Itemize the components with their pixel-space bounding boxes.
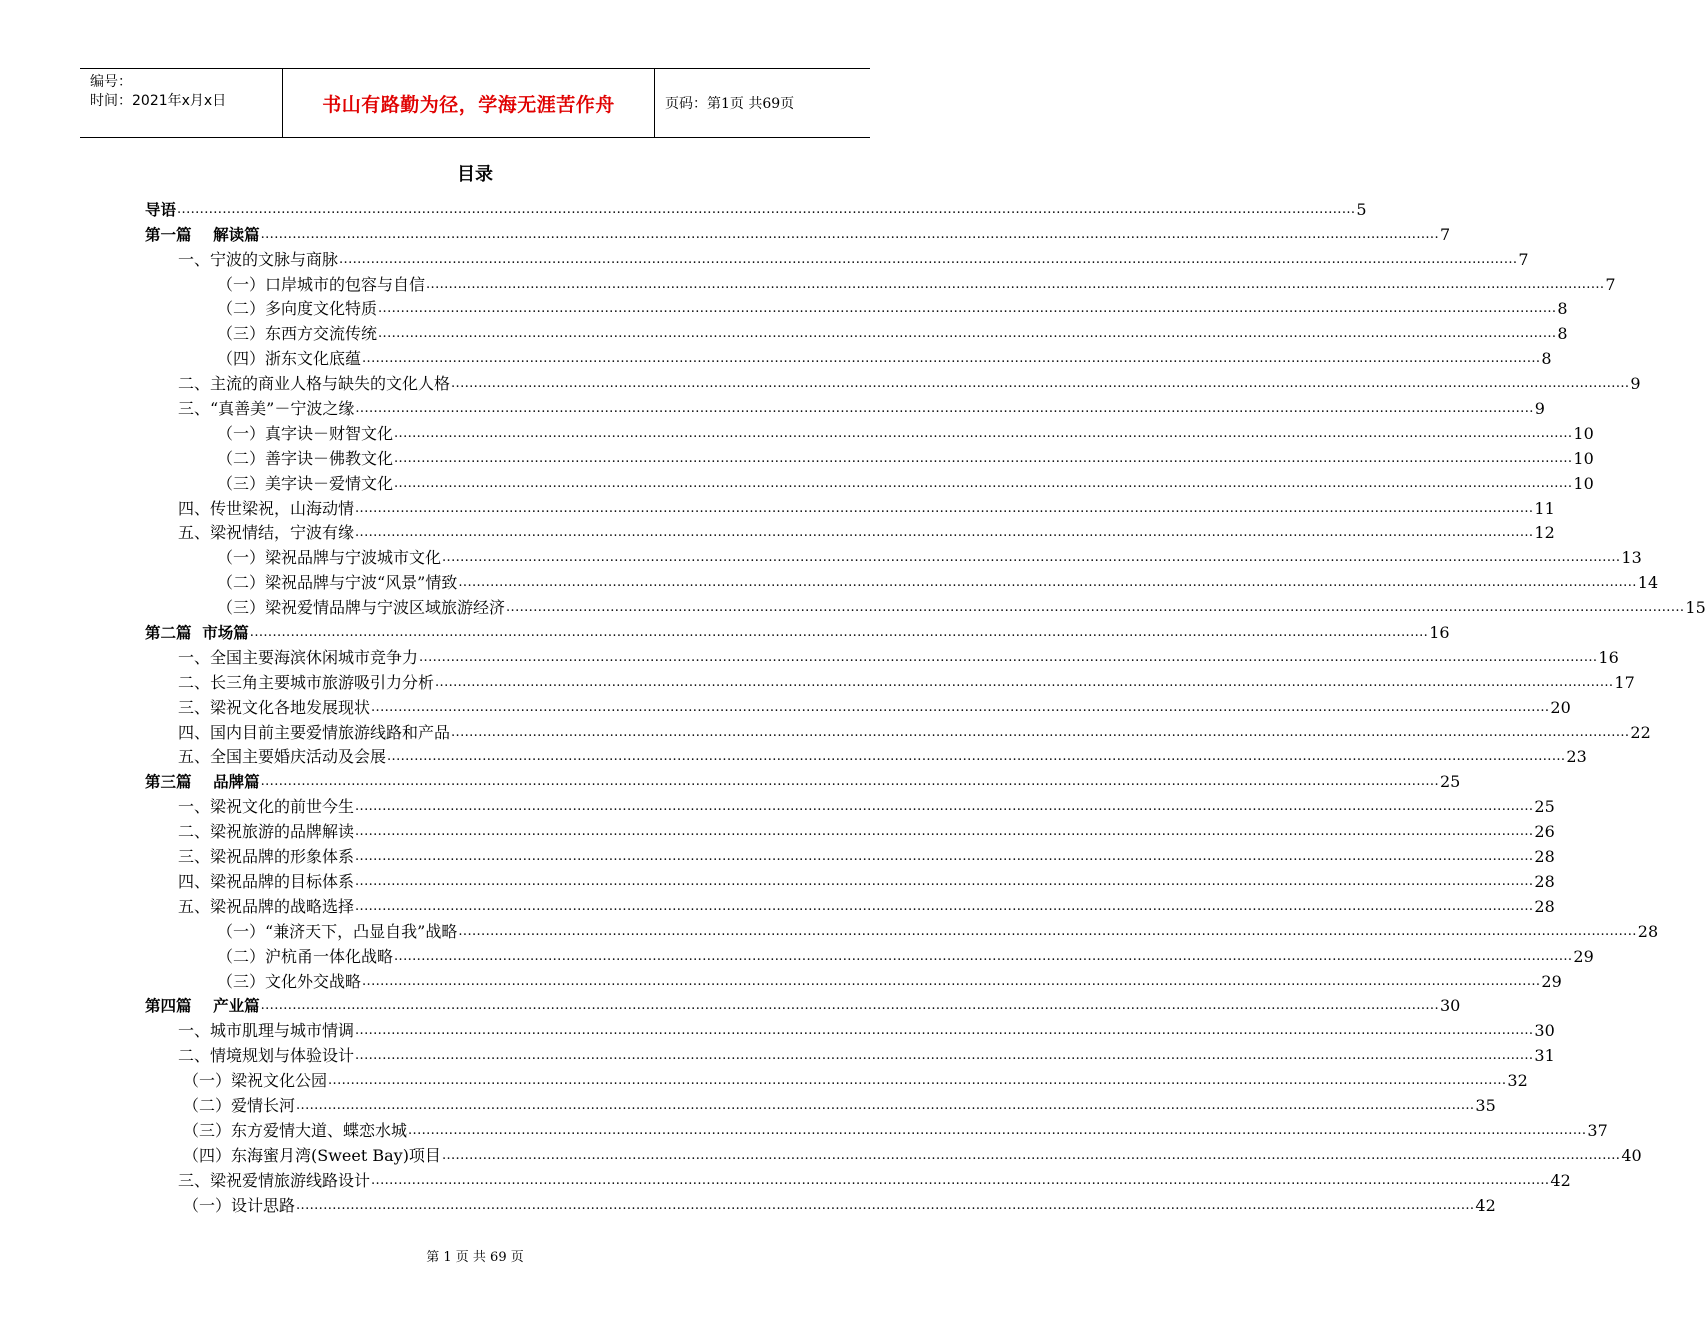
header-meta — [80, 69, 282, 137]
toc-entry-page: 10 — [1573, 448, 1594, 468]
toc-entry-label: （二）沪杭甬一体化战略 — [217, 946, 394, 966]
toc-entry-page: 32 — [1507, 1071, 1528, 1091]
document-number-label: 编号： — [90, 74, 132, 90]
toc-entry-label: 四、国内目前主要爱情旅游线路和产品 — [178, 722, 451, 742]
toc-leader-dots: .................................................................................................................................................................................................................................................................... — [260, 998, 1439, 1014]
toc-entry[interactable] — [145, 319, 1568, 344]
toc-leader-dots: .................................................................................................................................................................................................................................................................... — [371, 699, 1550, 715]
toc-leader-dots: .................................................................................................................................................................................................................................................................... — [419, 649, 1598, 665]
toc-entry[interactable] — [145, 1066, 1528, 1091]
toc-entry-page: 42 — [1550, 1170, 1571, 1190]
toc-entry-page: 28 — [1534, 896, 1555, 916]
toc-entry-label: 二、长三角主要城市旅游吸引力分析 — [178, 672, 435, 692]
toc-entry[interactable] — [145, 668, 1635, 693]
toc-entry-label: 三、“真善美”－宁波之缘 — [178, 399, 355, 419]
toc-entry[interactable] — [145, 344, 1552, 369]
toc-entry-page: 7 — [1518, 249, 1529, 269]
toc-entry[interactable] — [145, 419, 1594, 444]
toc-leader-dots: .................................................................................................................................................................................................................................................................... — [296, 1097, 1475, 1113]
toc-entry-label: （二）梁祝品牌与宁波“风景”情致 — [217, 573, 458, 593]
toc-entry-label: （三）文化外交战略 — [217, 971, 362, 991]
toc-leader-dots: .................................................................................................................................................................................................................................................................... — [394, 425, 1573, 441]
toc-entry-label: （三）美字诀－爱情文化 — [217, 473, 394, 493]
toc-entry-page: 8 — [1541, 349, 1552, 369]
toc-leader-dots: .................................................................................................................................................................................................................................................................... — [394, 450, 1573, 466]
toc-entry-page: 7 — [1440, 224, 1451, 244]
toc-entry-label: 一、梁祝文化的前世今生 — [178, 797, 355, 817]
toc-leader-dots: .................................................................................................................................................................................................................................................................... — [378, 326, 1557, 342]
page-footer: 第 1 页 共 69 页 — [426, 1250, 524, 1265]
toc-entry[interactable] — [145, 817, 1555, 842]
toc-leader-dots: .................................................................................................................................................................................................................................................................... — [426, 276, 1605, 292]
toc-leader-dots: .................................................................................................................................................................................................................................................................... — [451, 376, 1630, 392]
toc-leader-dots: .................................................................................................................................................................................................................................................................... — [362, 351, 1541, 367]
toc-leader-dots: .................................................................................................................................................................................................................................................................... — [362, 973, 1541, 989]
toc-entry-page: 16 — [1429, 623, 1450, 643]
toc-entry-label: （三）梁祝爱情品牌与宁波区域旅游经济 — [217, 598, 506, 618]
header-motto-cell — [282, 69, 655, 137]
toc-entry[interactable] — [145, 892, 1555, 917]
toc-entry-page: 26 — [1534, 822, 1555, 842]
toc-leader-dots: .................................................................................................................................................................................................................................................................... — [394, 948, 1573, 964]
toc-entry-label: （四）东海蜜月湾(Sweet Bay)项目 — [183, 1145, 441, 1165]
toc-entry[interactable] — [145, 1191, 1496, 1216]
toc-leader-dots: .................................................................................................................................................................................................................................................................... — [441, 1147, 1621, 1163]
toc-entry-label: 四、传世梁祝，山海动情 — [178, 498, 355, 518]
toc-entry-label: （一）口岸城市的包容与自信 — [217, 274, 426, 294]
document-time-label: 时间：2021年x月x日 — [90, 93, 227, 109]
toc-entry[interactable] — [145, 942, 1594, 967]
toc-entry-page: 40 — [1621, 1145, 1642, 1165]
toc-leader-dots: .................................................................................................................................................................................................................................................................... — [249, 625, 1429, 641]
toc-entry-label: 四、梁祝品牌的目标体系 — [178, 871, 355, 891]
toc-entry-page: 9 — [1630, 374, 1641, 394]
toc-entry-page: 14 — [1637, 573, 1659, 593]
toc-entry[interactable] — [145, 718, 1651, 743]
toc-entry[interactable] — [145, 1116, 1608, 1141]
toc-entry-page: 5 — [1356, 199, 1367, 219]
toc-entry-page: 25 — [1440, 772, 1461, 792]
toc-entry[interactable] — [145, 295, 1568, 320]
toc-leader-dots: .................................................................................................................................................................................................................................................................... — [355, 401, 1534, 417]
toc-entry-page: 25 — [1534, 797, 1555, 817]
header-motto: 书山有路勤为径，学海无涯苦作舟 — [322, 93, 615, 116]
toc-entry[interactable] — [145, 643, 1619, 668]
toc-leader-dots: .................................................................................................................................................................................................................................................................... — [296, 1197, 1475, 1213]
toc-entry-page: 35 — [1475, 1095, 1496, 1115]
toc-entry-label: 一、宁波的文脉与商脉 — [178, 249, 339, 269]
toc-entry-page: 15 — [1685, 598, 1706, 618]
toc-entry-page: 10 — [1573, 423, 1594, 443]
toc-entry[interactable] — [145, 1041, 1555, 1066]
toc-leader-dots: .................................................................................................................................................................................................................................................................... — [378, 301, 1557, 317]
toc-entry-page: 9 — [1534, 399, 1545, 419]
toc-leader-dots: .................................................................................................................................................................................................................................................................... — [260, 774, 1439, 790]
toc-entry-label: 五、梁祝情结，宁波有缘 — [178, 523, 355, 543]
toc-entry[interactable] — [145, 618, 1450, 643]
toc-entry-page: 13 — [1621, 548, 1642, 568]
toc-leader-dots: .................................................................................................................................................................................................................................................................... — [435, 674, 1614, 690]
toc-leader-dots: .................................................................................................................................................................................................................................................................... — [355, 849, 1534, 865]
toc-entry-label: 二、梁祝旅游的品牌解读 — [178, 822, 355, 842]
toc-entry[interactable] — [145, 444, 1594, 469]
toc-entry[interactable] — [145, 195, 1367, 220]
toc-leader-dots: .................................................................................................................................................................................................................................................................... — [355, 824, 1534, 840]
toc-entry[interactable] — [145, 1016, 1555, 1041]
toc-entry-page: 20 — [1550, 697, 1571, 717]
toc-leader-dots: .................................................................................................................................................................................................................................................................... — [355, 873, 1534, 889]
toc-entry-page: 17 — [1614, 672, 1635, 692]
toc-entry-label: （三）东方爱情大道、蝶恋水城 — [183, 1120, 408, 1140]
toc-entry-page: 12 — [1534, 523, 1555, 543]
toc-entry-page: 42 — [1475, 1195, 1496, 1215]
toc-entry-label: 三、梁祝爱情旅游线路设计 — [178, 1170, 371, 1190]
toc-entry-label: 五、梁祝品牌的战略选择 — [178, 896, 355, 916]
toc-leader-dots: .................................................................................................................................................................................................................................................................... — [506, 600, 1685, 616]
toc-entry-page: 30 — [1534, 1021, 1555, 1041]
toc-entry-label: （二）善字诀－佛教文化 — [217, 448, 394, 468]
toc-entry-label: 第四篇 产业篇 — [145, 997, 260, 1016]
toc-entry-label: （四）浙东文化底蕴 — [217, 349, 362, 369]
table-of-contents — [145, 195, 1706, 1216]
toc-title: 目录 — [457, 164, 493, 185]
toc-entry[interactable] — [145, 842, 1555, 867]
toc-entry[interactable] — [145, 494, 1555, 519]
toc-leader-dots: .................................................................................................................................................................................................................................................................... — [328, 1073, 1507, 1089]
toc-entry-label: 五、全国主要婚庆活动及会展 — [178, 747, 387, 767]
toc-entry-page: 23 — [1566, 747, 1587, 767]
toc-entry[interactable] — [145, 394, 1545, 419]
header-page-info: 页码：第1页 共69页 — [665, 96, 795, 112]
toc-entry-label: 三、梁祝品牌的形象体系 — [178, 847, 355, 867]
toc-entry-label: （一）设计思路 — [183, 1195, 296, 1215]
toc-leader-dots: .................................................................................................................................................................................................................................................................... — [355, 1048, 1534, 1064]
toc-entry[interactable] — [145, 967, 1562, 992]
toc-entry-label: 第二篇 市场篇 — [145, 624, 249, 643]
toc-entry-label: 三、梁祝文化各地发展现状 — [178, 697, 371, 717]
toc-entry[interactable] — [145, 693, 1571, 718]
toc-entry-page: 28 — [1534, 871, 1555, 891]
toc-entry[interactable] — [145, 593, 1706, 618]
toc-entry[interactable] — [145, 867, 1555, 892]
toc-leader-dots: .................................................................................................................................................................................................................................................................... — [339, 251, 1518, 267]
toc-entry-page: 8 — [1557, 299, 1568, 319]
toc-leader-dots: .................................................................................................................................................................................................................................................................... — [442, 550, 1621, 566]
toc-leader-dots: .................................................................................................................................................................................................................................................................... — [394, 475, 1573, 491]
toc-entry-page: 37 — [1587, 1120, 1608, 1140]
toc-entry-label: 二、主流的商业人格与缺失的文化人格 — [178, 374, 451, 394]
toc-entry-label: （一）梁祝品牌与宁波城市文化 — [217, 548, 442, 568]
toc-entry[interactable] — [145, 1141, 1642, 1166]
toc-leader-dots: .................................................................................................................................................................................................................................................................... — [458, 923, 1637, 939]
toc-entry-label: 一、城市肌理与城市情调 — [178, 1021, 355, 1041]
toc-entry[interactable] — [145, 369, 1641, 394]
toc-entry-page: 29 — [1573, 946, 1594, 966]
toc-entry-page: 28 — [1534, 847, 1555, 867]
toc-leader-dots: .................................................................................................................................................................................................................................................................... — [355, 898, 1534, 914]
toc-entry[interactable] — [145, 767, 1461, 792]
toc-entry[interactable] — [145, 519, 1555, 544]
toc-entry[interactable] — [145, 543, 1642, 568]
toc-leader-dots: .................................................................................................................................................................................................................................................................... — [451, 724, 1630, 740]
toc-entry-label: 一、全国主要海滨休闲城市竞争力 — [178, 647, 419, 667]
toc-entry-page: 16 — [1598, 647, 1619, 667]
toc-leader-dots: .................................................................................................................................................................................................................................................................... — [177, 201, 1356, 217]
toc-entry-label: 导语 — [145, 200, 177, 219]
toc-leader-dots: .................................................................................................................................................................................................................................................................... — [458, 575, 1637, 591]
toc-leader-dots: .................................................................................................................................................................................................................................................................... — [260, 226, 1439, 242]
toc-entry[interactable] — [145, 1091, 1496, 1116]
toc-leader-dots: .................................................................................................................................................................................................................................................................... — [355, 500, 1534, 516]
toc-entry-label: （三）东西方交流传统 — [217, 324, 378, 344]
toc-entry-page: 29 — [1541, 971, 1562, 991]
toc-entry-label: （一）“兼济天下，凸显自我”战略 — [217, 921, 458, 941]
toc-entry[interactable] — [145, 743, 1587, 768]
toc-entry-page: 11 — [1534, 498, 1555, 518]
toc-entry-label: 二、情境规划与体验设计 — [178, 1046, 355, 1066]
toc-entry-label: （二）多向度文化特质 — [217, 299, 378, 319]
page-header — [80, 68, 870, 138]
toc-entry-page: 8 — [1557, 324, 1568, 344]
toc-entry-label: （二）爱情长河 — [183, 1095, 296, 1115]
toc-entry-label: 第一篇 解读篇 — [145, 225, 260, 244]
toc-leader-dots: .................................................................................................................................................................................................................................................................... — [387, 749, 1566, 765]
toc-entry-page: 22 — [1630, 722, 1651, 742]
toc-entry-page: 30 — [1440, 996, 1461, 1016]
toc-leader-dots: .................................................................................................................................................................................................................................................................... — [355, 799, 1534, 815]
toc-entry[interactable] — [145, 245, 1529, 270]
toc-entry-label: 第三篇 品牌篇 — [145, 773, 260, 792]
toc-entry-page: 31 — [1534, 1046, 1555, 1066]
toc-entry[interactable] — [145, 917, 1659, 942]
toc-leader-dots: .................................................................................................................................................................................................................................................................... — [355, 525, 1534, 541]
toc-entry-page: 7 — [1605, 274, 1616, 294]
toc-entry[interactable] — [145, 568, 1659, 593]
toc-entry[interactable] — [145, 469, 1594, 494]
toc-entry[interactable] — [145, 1166, 1571, 1191]
toc-leader-dots: .................................................................................................................................................................................................................................................................... — [408, 1122, 1587, 1138]
toc-leader-dots: .................................................................................................................................................................................................................................................................... — [371, 1172, 1550, 1188]
toc-entry-label: （一）梁祝文化公园 — [183, 1071, 328, 1091]
toc-entry-page: 28 — [1637, 921, 1659, 941]
toc-entry[interactable] — [145, 270, 1616, 295]
toc-entry-label: （一）真字诀－财智文化 — [217, 423, 394, 443]
toc-entry[interactable] — [145, 220, 1451, 245]
toc-entry-page: 10 — [1573, 473, 1594, 493]
toc-entry[interactable] — [145, 992, 1461, 1017]
toc-entry[interactable] — [145, 792, 1555, 817]
toc-leader-dots: .................................................................................................................................................................................................................................................................... — [355, 1023, 1534, 1039]
